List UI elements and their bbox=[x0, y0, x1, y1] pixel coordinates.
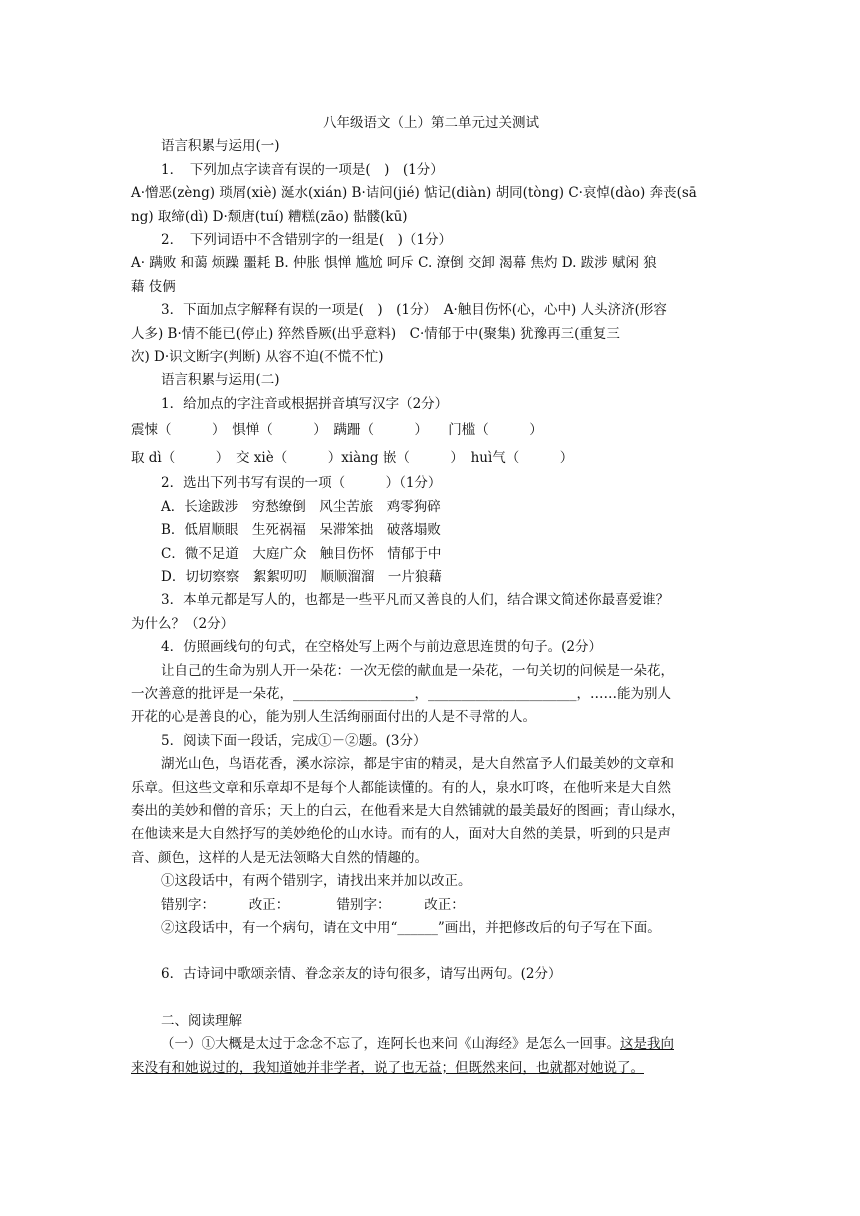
paragraph-line: 奏出的美妙和僧的音乐；天上的白云，在他看来是大自然铺就的最美最好的图画；青山绿水， bbox=[131, 802, 685, 819]
passage-text: （一）①大概是太过于念念不忘了，连阿长也来问《山海经》是怎么一回事。 bbox=[161, 1036, 620, 1053]
paragraph-line: 开花的心是善良的心，能为别人生活绚丽面付出的人是不寻常的人。 bbox=[131, 709, 536, 726]
question-stem: 2． 下列词语中不含错别字的一组是( )（1分） bbox=[161, 232, 452, 249]
paragraph-line: 湖光山色，鸟语花香，溪水淙淙，都是宇宙的精灵，是大自然富予人们最美妙的文章和 bbox=[161, 756, 674, 773]
page-title: 八年级语文（上）第二单元过关测试 bbox=[323, 115, 539, 131]
question-stem: 2．选出下列书写有误的一项（ ）（1分） bbox=[161, 475, 442, 492]
question-text: 人多) B·情不能已(停止) 猝然昏厥(出乎意料) C·情郁于中(聚集) 犹豫再三(重复三 bbox=[131, 325, 620, 342]
sub-question: ②这段话中，有一个病句，请在文中用“______”画出，并把修改后的句子写在下面。 bbox=[161, 920, 661, 936]
question-options: A· 蹒败 和蔼 烦躁 噩耗 B. 仲胀 惧惮 尴尬 呵斥 C. 潦倒 交卸 渴幕 焦灼 D. 跋涉 赋闲 狼 bbox=[131, 255, 657, 272]
question-options: A·憎恶(zèng) 琐屑(xiè) 涎水(xián) B·诘问(jié) 惦记(diàn) 胡同(tòng) C·哀悼(dào) 奔丧(sā bbox=[131, 185, 697, 202]
question-options: 藉 伎俩 bbox=[131, 278, 176, 295]
question-text: 为什么？（2分） bbox=[131, 615, 235, 632]
question-text: 3．下面加点字解释有误的一项是( ) (1分） A·触目伤怀(心，心中) 人头济济(形容 bbox=[161, 302, 667, 319]
question-options: ng) 取缔(dì) D·颓唐(tuí) 糟糕(zāo) 骷髅(kū) bbox=[131, 208, 408, 225]
sub-question: ①这段话中，有两个错别字，请找出来并加以改正。 bbox=[161, 873, 472, 890]
option-c: C．微不足道 大庭广众 触目伤怀 情郁于中 bbox=[161, 545, 442, 562]
underlined-sentence: 来没有和她说过的，我知道她并非学者，说了也无益；但既然来问，也就都对她说了。 bbox=[131, 1059, 644, 1076]
section-heading-3: 二、阅读理解 bbox=[161, 1012, 242, 1029]
question-text: 次) D·识文断字(判断) 从容不迫(不慌不忙) bbox=[131, 349, 384, 366]
question-stem: 4．仿照画线句的句式，在空格处写上两个与前边意思连贯的句子。(2分） bbox=[161, 639, 602, 656]
reading-passage-line bbox=[131, 1033, 731, 1056]
underlined-sentence: 这是我向 bbox=[620, 1036, 674, 1053]
spacer bbox=[131, 940, 731, 963]
paragraph-line: 乐章。但这些文章和乐章却不是每个人都能读懂的。有的人，泉水叮咚，在他听来是大自然 bbox=[131, 779, 671, 796]
section-heading-2: 语言积累与运用(二) bbox=[161, 372, 280, 389]
paragraph-line: 在他读来是大自然抒写的美妙绝伦的山水诗。而有的人，面对大自然的美景，听到的只是声 bbox=[131, 826, 671, 843]
paragraph-line: 音、颜色，这样的人是无法领略大自然的情趣的。 bbox=[131, 849, 428, 866]
question-stem: 1．给加点的字注音或根据拼音填写汉字（2分） bbox=[161, 395, 449, 412]
paragraph-line: 一次善意的批评是一朵花，__________________，______________________，……能为别人 bbox=[131, 685, 671, 702]
document-body bbox=[131, 112, 731, 1080]
option-b: B．低眉顺眼 生死祸福 呆滞笨拙 破落塌败 bbox=[161, 522, 441, 539]
paragraph-line: 让自己的生命为别人开一朵花：一次无偿的献血是一朵花，一句关切的问候是一朵花， bbox=[161, 662, 674, 679]
option-a: A．长途跋涉 穷愁缭倒 风尘苦旅 鸡零狗碎 bbox=[161, 498, 441, 515]
answer-blanks: 错别字： 改正： 错别字： 改正： bbox=[161, 896, 465, 913]
pinyin-row: 震悚（ ） 惧惮（ ） 蹒跚（ ） 门槛（ ） bbox=[131, 422, 543, 439]
pinyin-row: 取 dì（ ） 交 xiè（ ）xiàng 嵌（ ） huì气（ ） bbox=[131, 450, 574, 467]
question-text: 6．古诗词中歌颂亲情、眷念亲友的诗句很多，请写出两句。(2分） bbox=[161, 966, 562, 983]
spacer bbox=[131, 987, 731, 1010]
question-stem: 5．阅读下面一段话，完成①－②题。(3分） bbox=[161, 732, 427, 749]
question-stem: 1． 下列加点字读音有误的一项是( ) (1分） bbox=[161, 161, 444, 178]
option-d: D．切切察察 絮絮叨叨 顺顺溜溜 一片狼藉 bbox=[161, 568, 442, 585]
section-heading-1: 语言积累与运用(一) bbox=[161, 138, 280, 155]
question-text: 3．本单元都是写人的，也都是一些平凡而又善良的人们，结合课文简述你最喜爱谁？ bbox=[161, 592, 670, 609]
